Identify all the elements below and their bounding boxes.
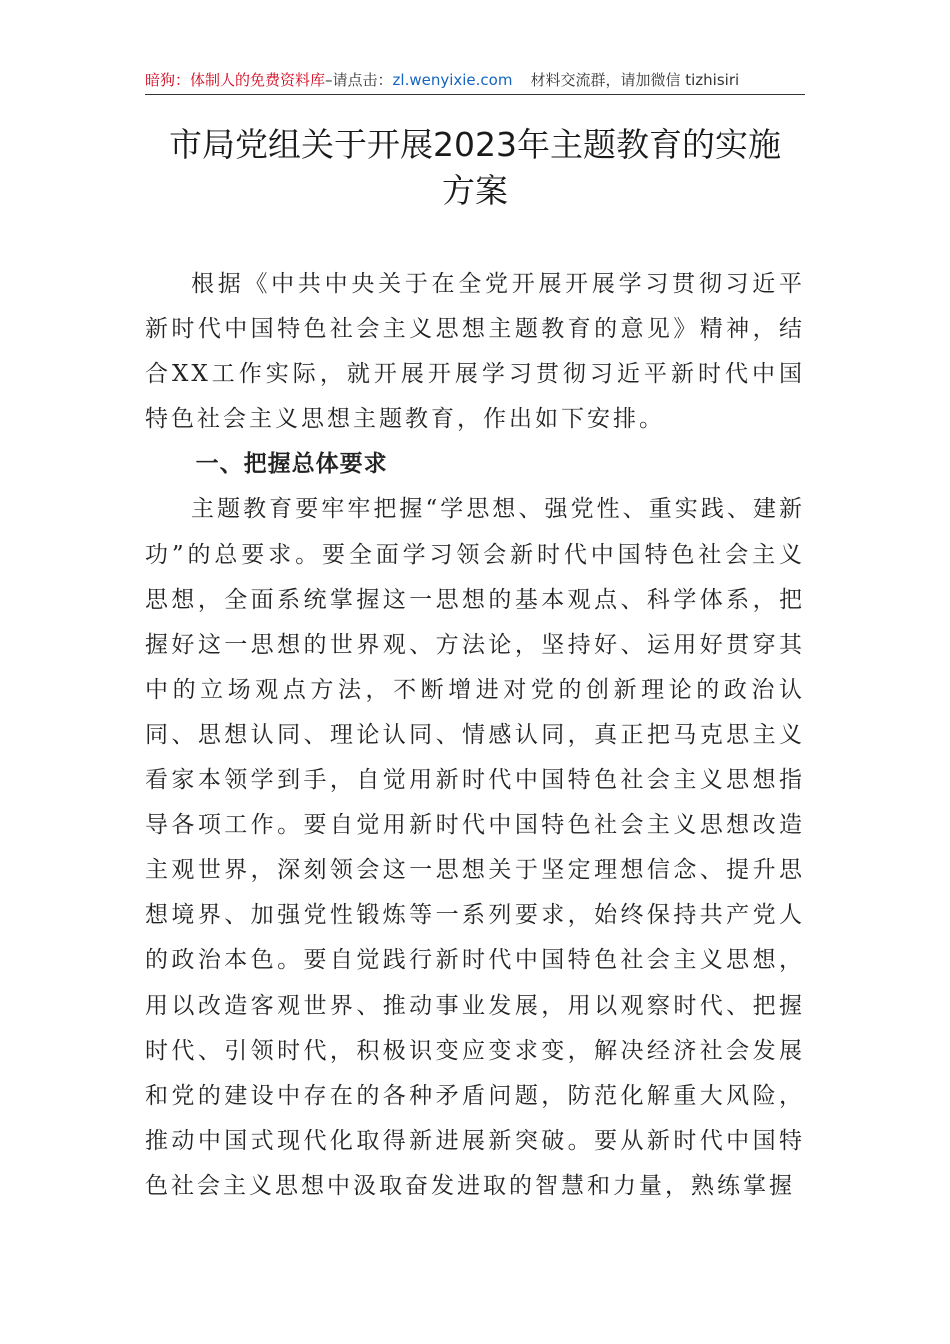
section-heading: 一、把握总体要求 bbox=[195, 451, 388, 478]
header-click-text: –请点击： bbox=[325, 71, 393, 89]
section-paragraph: 主题教育要牢牢把握“学思想、强党性、重实践、建新功”的总要求。要全面学习领会新时代中国特色社会主义思想，全面系统掌握这一思想的基本观点、科学体系，把握好这一思想的世界观、方法论，坚持好、运用好贯穿其中的立场观点方法，不断增进对党的创新理论的政治认同、思想认同、理论认同、情感认同，真正把马克思主义看家本领学到手，自觉用新时代中国特色社会主义思想指导各项工作。要自觉用新时代中国特色社会主义思想改造主观世界，深刻领会这一思想关于坚定理想信念、提升思想境界、加强党性锻炼等一系列要求，始终保持共产党人的政治本色。要自觉践行新时代中国特色社会主义思想，用以改造客观世界、推动事业发展，用以观察时代、把握时代、引领时代，积极识变应变求变，解决经济社会发展和党的建设中存在的各种矛盾问题，防范化解重大风险，推动中国式现代化取得新进展新突破。要从新时代中国特色社会主义思想中汲取奋发进取的智慧和力量，熟练掌握 bbox=[145, 496, 805, 1199]
header-link[interactable]: zl.wenyixie.com bbox=[392, 71, 513, 89]
page-header bbox=[145, 66, 805, 95]
document-body bbox=[145, 262, 805, 1209]
title-line-1: 市局党组关于开展2023年主题教育的实施 bbox=[169, 125, 781, 164]
header-brand: 暗狗：体制人的免费资料库 bbox=[145, 71, 326, 89]
title-line-2: 方案 bbox=[442, 171, 508, 210]
header-group-text: 材料交流群，请加微信 tizhisiri bbox=[530, 71, 740, 89]
document-title bbox=[145, 122, 805, 214]
intro-paragraph: 根据《中共中央关于在全党开展开展学习贯彻习近平新时代中国特色社会主义思想主题教育的意见》精神，结合XX工作实际，就开展开展学习贯彻习近平新时代中国特色社会主义思想主题教育，作出如下安排。 bbox=[145, 271, 805, 433]
